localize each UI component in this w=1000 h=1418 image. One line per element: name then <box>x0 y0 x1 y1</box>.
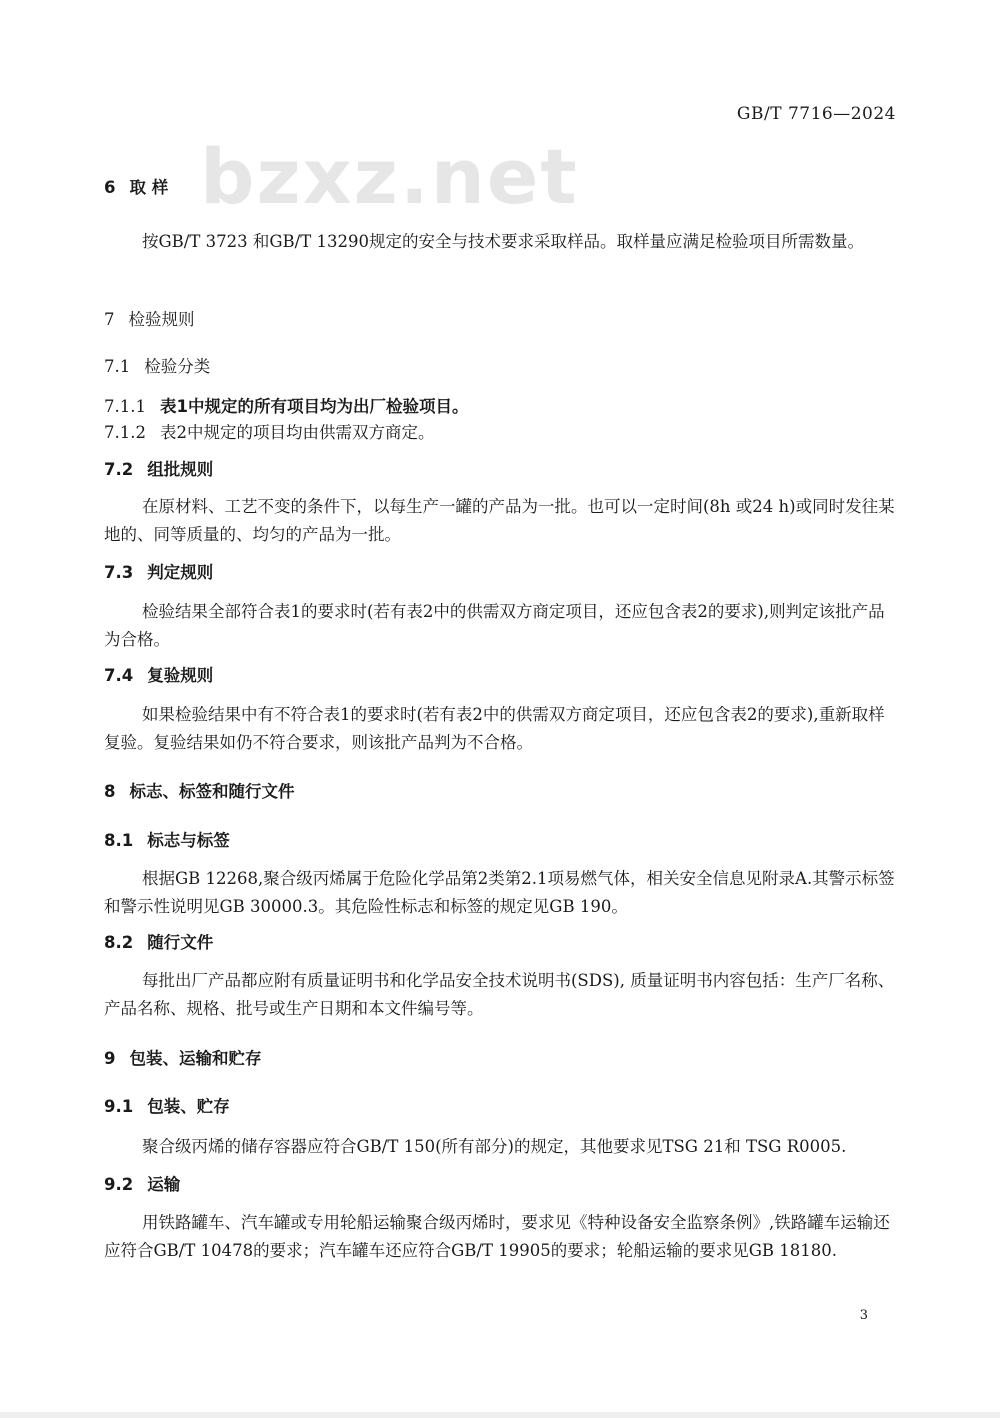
section-6-heading <box>104 174 896 202</box>
section-title: 随行文件 <box>147 933 214 952</box>
section-7-3-heading <box>104 559 896 587</box>
section-number: 7.3 <box>104 563 134 582</box>
watermark: bzxz.net <box>200 132 579 221</box>
section-title: 包装、贮存 <box>147 1097 230 1116</box>
section-8-2-heading <box>104 929 896 957</box>
section-number: 8 <box>104 782 116 801</box>
section-6-paragraph: 按GB/T 3723 和GB/T 13290规定的安全与技术要求采取样品。取样量应满足检验项目所需数量。 <box>142 232 864 251</box>
clause-text: 表2中规定的项目均由供需双方商定。 <box>159 423 435 442</box>
clause-7-1-1 <box>104 393 896 421</box>
clause-text: 表1中规定的所有项目均为出厂检验项目。 <box>159 397 469 416</box>
section-7-3-paragraph: 检验结果全部符合表1的要求时(若有表2中的供需双方商定项目，还应包含表2的要求),则判定该批产品为合格。 <box>104 602 885 649</box>
section-number: 7 <box>104 310 115 329</box>
section-8-1-paragraph: 根据GB 12268,聚合级丙烯属于危险化学品第2类第2.1项易燃气体，相关安全信息见附录A.其警示标签和警示性说明见GB 30000.3。其危险性标志和标签的规定见GB 190。 <box>104 869 895 916</box>
section-title: 检验规则 <box>128 310 195 329</box>
section-7-2-heading <box>104 456 896 484</box>
page-number: 3 <box>859 1308 868 1323</box>
section-title: 包装、运输和贮存 <box>129 1049 262 1068</box>
section-9-heading <box>104 1045 896 1073</box>
clause-number: 7.1.2 <box>104 423 146 442</box>
section-title: 复验规则 <box>147 666 214 685</box>
section-number: 7.4 <box>104 666 134 685</box>
section-title: 标志与标签 <box>147 831 230 850</box>
section-number: 7.2 <box>104 460 134 479</box>
section-number: 8.1 <box>104 831 134 850</box>
section-number: 6 <box>104 178 116 197</box>
section-9-1-heading <box>104 1093 896 1121</box>
section-number: 9 <box>104 1049 116 1068</box>
section-number: 7.1 <box>104 357 131 376</box>
section-number: 9.2 <box>104 1175 134 1194</box>
section-8-heading <box>104 778 896 806</box>
section-8-1-heading <box>104 827 896 855</box>
section-9-1-paragraph: 聚合级丙烯的储存容器应符合GB/T 150(所有部分)的规定，其他要求见TSG 21和 TSG R0005. <box>142 1137 847 1156</box>
section-7-4-paragraph: 如果检验结果中有不符合表1的要求时(若有表2中的供需双方商定项目，还应包含表2的要求),重新取样复验。复验结果如仍不符合要求，则该批产品判为不合格。 <box>104 705 885 752</box>
section-title: 运输 <box>147 1175 181 1194</box>
section-7-4-heading <box>104 662 896 690</box>
page-bottom-edge <box>0 1412 1000 1418</box>
section-title: 组批规则 <box>147 460 214 479</box>
section-8-2-paragraph: 每批出厂产品都应附有质量证明书和化学品安全技术说明书(SDS), 质量证明书内容包括：生产厂名称、产品名称、规格、批号或生产日期和本文件编号等。 <box>104 971 895 1018</box>
section-9-2-paragraph: 用铁路罐车、汽车罐或专用轮船运输聚合级丙烯时，要求见《特种设备安全监察条例》,铁路罐车运输还应符合GB/T 10478的要求；汽车罐车还应符合GB/T 19905的要求；轮船运输的要求见GB 18180. <box>104 1213 890 1260</box>
section-title: 检验分类 <box>144 357 211 376</box>
section-7-2-paragraph: 在原材料、工艺不变的条件下，以每生产一罐的产品为一批。也可以一定时间(8h 或24 h)或同时发往某地的、同等质量的、均匀的产品为一批。 <box>104 497 895 544</box>
clause-number: 7.1.1 <box>104 397 146 416</box>
section-7-1-heading <box>104 353 896 381</box>
section-9-2-heading <box>104 1171 896 1199</box>
section-number: 8.2 <box>104 933 134 952</box>
section-title: 取 样 <box>129 178 169 197</box>
section-7-heading <box>104 306 896 334</box>
standard-code: GB/T 7716—2024 <box>736 104 896 124</box>
section-number: 9.1 <box>104 1097 134 1116</box>
section-title: 标志、标签和随行文件 <box>129 782 295 801</box>
clause-7-1-2 <box>104 419 896 447</box>
section-title: 判定规则 <box>147 563 214 582</box>
